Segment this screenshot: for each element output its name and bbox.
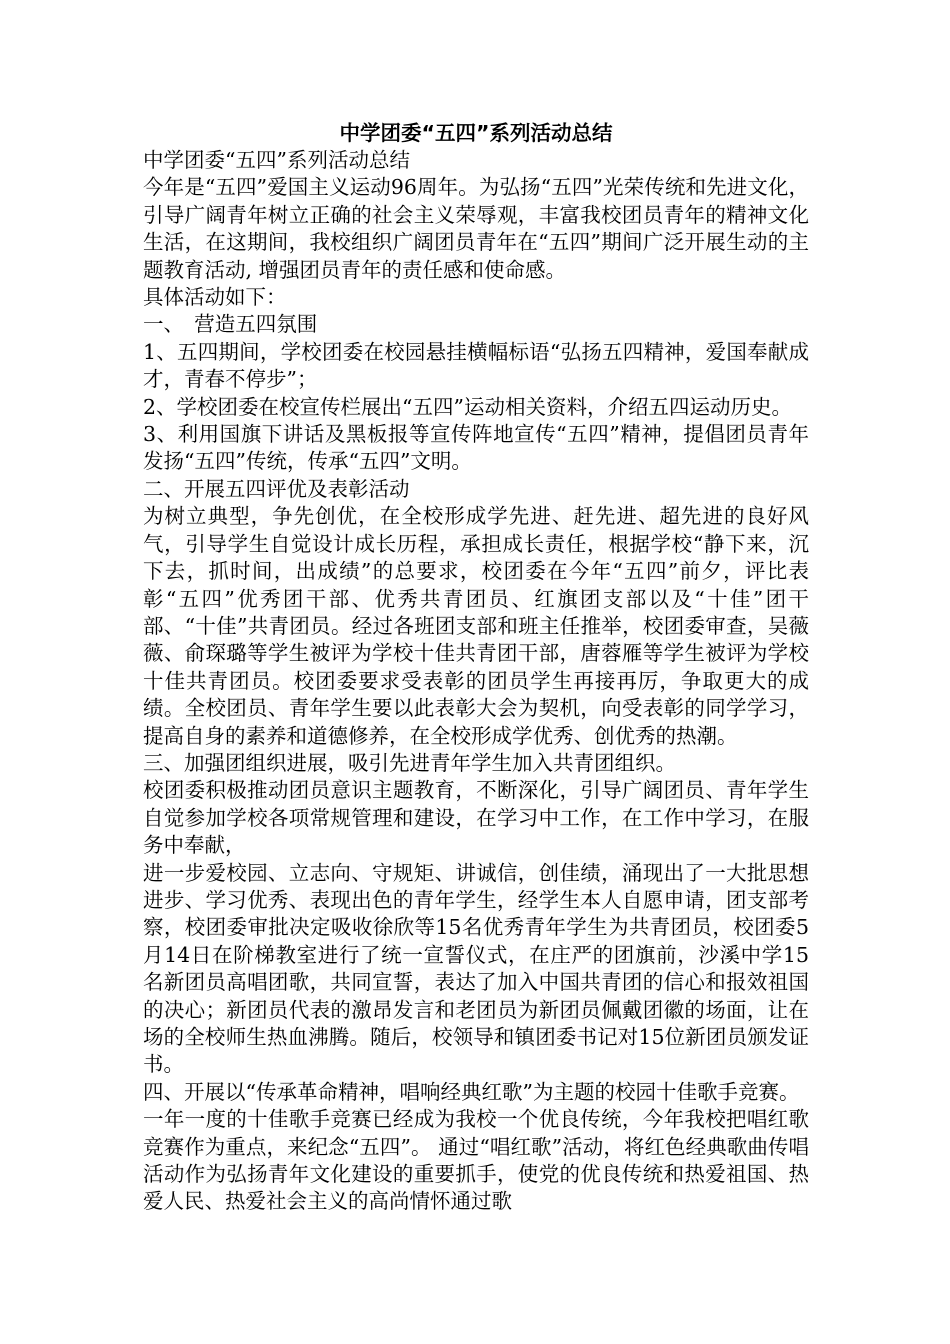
section-heading-2: 二、开展五四评优及表彰活动 bbox=[143, 476, 410, 501]
paragraph-league-education: 校团委积极推动团员意识主题教育，不断深化，引导广阔团员、青年学生自觉参加学校各项常规管理和建设，在学习中工作，在工作中学习，在服务中奉献， bbox=[143, 778, 809, 858]
list-item-3: 3、利用国旗下讲话及黑板报等宣传阵地宣传“五四”精神，提倡团员青年发扬“五四”传统，传承“五四”文明。 bbox=[143, 422, 809, 474]
section-heading-3: 三、加强团组织进展，吸引先进青年学生加入共青团组织。 bbox=[143, 750, 676, 775]
paragraph-new-members: 进一步爱校园、立志向、守规矩、讲诚信，创佳绩，涌现出了一大批思想进步、学习优秀、表现出色的青年学生，经学生本人自愿申请，团支部考察，校团委审批决定吸收徐欣等15名优秀青年学生为共青团员，校团委5月14日在阶梯教室进行了统一宣誓仪式，在庄严的团旗前，沙溪中学15名新团员高唱团歌，共同宣誓，表达了加入中国共青团的信心和报效祖国的决心；新团员代表的激昂发言和老团员为新团员佩戴团徽的场面，让在场的全校师生热血沸腾。随后，校领导和镇团委书记对15位新团员颁发证书。 bbox=[143, 860, 809, 1077]
paragraph-intro: 今年是“五四”爱国主义运动96周年。为弘扬“五四”光荣传统和先进文化，引导广阔青年树立正确的社会主义荣辱观，丰富我校团员青年的精神文化生活，在这期间，我校组织广阔团员青年在“五四”期间广泛开展生动的主题教育活动, 增强团员青年的责任感和使命感。 bbox=[143, 175, 809, 282]
section-heading-1: 一、 营造五四氛围 bbox=[143, 312, 318, 337]
list-item-1: 1、五四期间，学校团委在校园悬挂横幅标语“弘扬五四精神，爱国奉献成才，青春不停步”； bbox=[143, 339, 809, 392]
paragraph-awards: 为树立典型，争先创优，在全校形成学先进、赶先进、超先进的良好风气，引导学生自觉设计成长历程，承担成长责任，根据学校“静下来，沉下去，抓时间，出成绩”的总要求，校团委在今年“五四”前夕，评比表彰“五四”优秀团干部、优秀共青团员、红旗团支部以及“十佳”团干部、“十佳”共青团员。经过各班团支部和班主任推举，校团委审查，吴薇薇、俞琛璐等学生被评为学校十佳共青团干部，唐蓉雁等学生被评为学校十佳共青团员。校团委要求受表彰的团员学生再接再厉，争取更大的成绩。全校团员、青年学生要以此表彰大会为契机，向受表彰的同学学习，提高自身的素养和道德修养，在全校形成学优秀、创优秀的热潮。 bbox=[143, 504, 809, 748]
paragraph-activities-lead: 具体活动如下： bbox=[143, 285, 287, 310]
paragraph-singing-contest: 一年一度的十佳歌手竞赛已经成为我校一个优良传统，今年我校把唱红歌竞赛作为重点，来纪念“五四”。 通过“唱红歌”活动，将红色经典歌曲传唱活动作为弘扬青年文化建设的重要抓手，使党的优良传统和热爱祖国、热爱人民、热爱社会主义的高尚情怀通过歌 bbox=[143, 1107, 809, 1214]
document-page bbox=[143, 120, 809, 1216]
list-item-2: 2、学校团委在校宣传栏展出“五四”运动相关资料，介绍五四运动历史。 bbox=[143, 394, 793, 419]
section-heading-4: 四、开展以“传承革命精神，唱响经典红歌”为主题的校园十佳歌手竞赛。 bbox=[143, 1079, 800, 1104]
paragraph-subtitle: 中学团委“五四”系列活动总结 bbox=[143, 148, 410, 172]
document-title: 中学团委“五四”系列活动总结 bbox=[339, 121, 613, 145]
